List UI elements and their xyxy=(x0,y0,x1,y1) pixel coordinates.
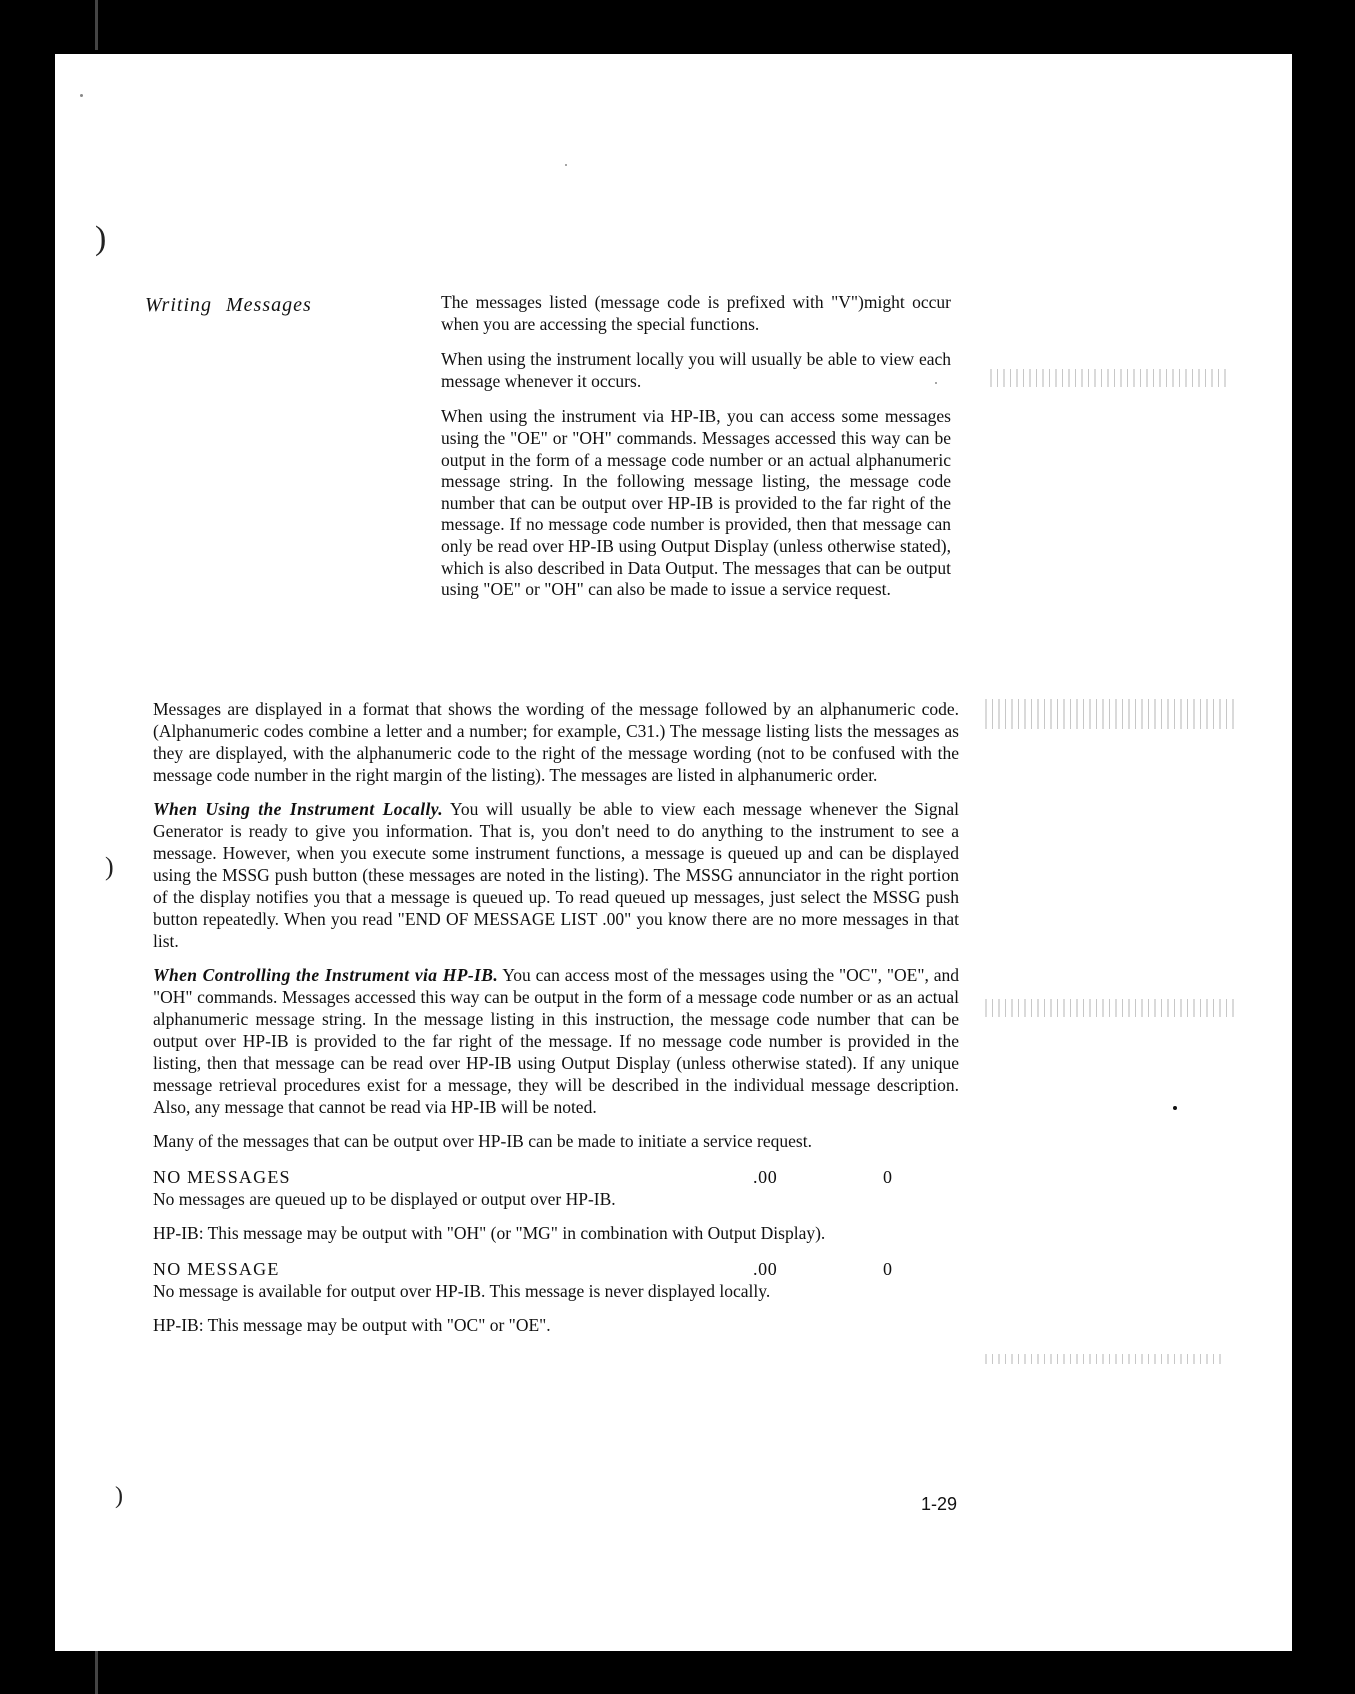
message-code: .00 xyxy=(753,1167,778,1187)
message-heading xyxy=(153,1258,959,1280)
scan-noise xyxy=(990,369,1230,387)
document-page xyxy=(55,54,1292,1651)
message-hpib-note: HP-IB: This message may be output with "OH" (or "MG" in combination with Output Display). xyxy=(153,1223,826,1243)
scan-speck xyxy=(80,94,83,97)
scan-edge-mark xyxy=(95,1650,98,1694)
message-number: 0 xyxy=(883,1259,893,1279)
message-heading xyxy=(153,1166,959,1188)
scan-noise xyxy=(985,699,1235,729)
intro-paragraph: The messages listed (message code is prefixed with "V")might occur when you are accessing the special functions. xyxy=(441,292,951,334)
hpib-paragraph xyxy=(153,964,959,1118)
local-text: You will usually be able to view each message whenever the Signal Generator is ready to give you information. That is, you don't need to do anything to the instrument to see a message. However, when you execute some instrument functions, a message is queued up and can be displayed using the MSSG push button (these messages are noted in the listing). The MSSG annunciator in the right portion of the display notifies you that a message is queued up. To read queued up messages, just select the MSSG push button repeatedly. When you read "END OF MESSAGE LIST .00" you know there are no more messages in that list. xyxy=(153,799,959,951)
scan-noise xyxy=(985,999,1235,1017)
message-entry xyxy=(153,1258,959,1336)
page-number: 1-29 xyxy=(921,1494,958,1514)
body-column xyxy=(153,698,959,1348)
binder-mark: ) xyxy=(95,220,107,257)
hpib-text: You can access most of the messages using the "OC", "OE", and "OH" commands. Messages accessed this way can be output in the form of a message code number or as an actual alphanumeric message string. In the message listing in this instruction, the message code number that can be output over HP-IB is provided to the far right of the message. If no message code number is provided in the listing, then that message can be read over HP-IB using Output Display (unless otherwise stated). If any unique message retrieval procedures exist for a message, they will be described in the individual message description. Also, any message that cannot be read via HP-IB will be noted. xyxy=(153,965,959,1117)
scan-speck xyxy=(565,164,567,166)
message-entry xyxy=(153,1166,959,1244)
format-paragraph: Messages are displayed in a format that shows the wording of the message followed by an alphanumeric code. (Alphanumeric codes combine a letter and a number; for example, C31.) The message listing lists the messages as they are displayed, with the alphanumeric code to the right of the message wording (not to be confused with the message code number in the right margin of the listing). The messages are listed in alphanumeric order. xyxy=(153,699,959,785)
message-description: No messages are queued up to be displayed or output over HP-IB. xyxy=(153,1189,616,1209)
intro-column xyxy=(441,292,951,615)
message-hpib-note: HP-IB: This message may be output with "OC" or "OE". xyxy=(153,1315,551,1335)
message-description: No message is available for output over HP-IB. This message is never displayed locally. xyxy=(153,1281,771,1301)
scan-noise xyxy=(985,1354,1225,1364)
message-number: 0 xyxy=(883,1167,893,1187)
message-code: .00 xyxy=(753,1259,778,1279)
local-lead: When Using the Instrument Locally. xyxy=(153,799,444,819)
scan-edge-mark xyxy=(95,0,98,50)
scan-speck xyxy=(1173,1106,1177,1110)
intro-paragraph: When using the instrument via HP-IB, you can access some messages using the "OE" or "OH" commands. Messages accessed this way can be output in the form of a message code number or an actual alphanumeric message string. In the following message listing, the message code number that can be output over HP-IB is provided to the far right of the message. If no message code number is provided, then that message can only be read over HP-IB using Output Display (unless otherwise stated), which is also described in Data Output. The messages that can be output using "OE" or "OH" can also be made to issue a service request. xyxy=(441,406,951,600)
section-title: Writing Messages xyxy=(145,294,312,316)
binder-mark: ) xyxy=(105,852,114,881)
intro-paragraph: When using the instrument locally you will usually be able to view each message whenever it occurs. xyxy=(441,349,951,391)
hpib-lead: When Controlling the Instrument via HP-IB. xyxy=(153,965,499,985)
message-name: NO MESSAGE xyxy=(153,1259,280,1279)
local-paragraph xyxy=(153,798,959,952)
service-paragraph: Many of the messages that can be output over HP-IB can be made to initiate a service request. xyxy=(153,1131,812,1151)
binder-mark: ) xyxy=(115,1483,123,1509)
message-name: NO MESSAGES xyxy=(153,1167,291,1187)
